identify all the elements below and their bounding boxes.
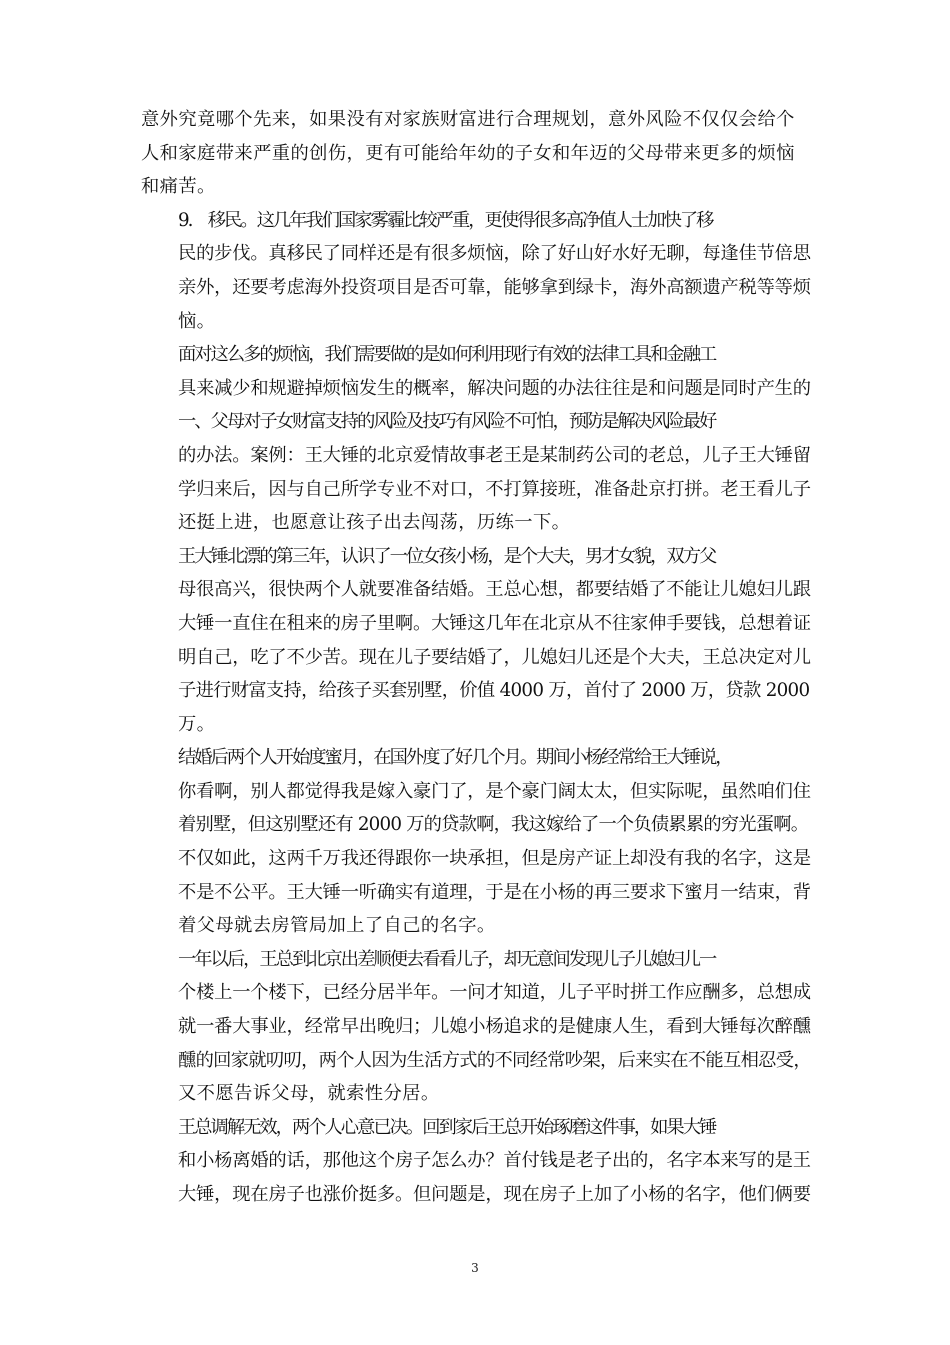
- text-line: 你看啊，别人都觉得我是嫁入豪门了，是个豪门阔太太，但实际呢，虽然咱们住: [178, 780, 811, 802]
- text-line: 结婚后两个人开始度蜜月，在国外度了好几个月。期间小杨经常给王大锤说，: [178, 747, 732, 769]
- text-line: 不是不公平。王大锤一听确实有道理，于是在小杨的再三要求下蜜月一结束，背: [178, 881, 811, 903]
- text-line: 一、父母对子女财富支持的风险及技巧有风险不可怕，预防是解决风险最好: [178, 411, 716, 433]
- paragraph: [141, 338, 811, 405]
- text-line: 亲外，还要考虑海外投资项目是否可靠，能够拿到绿卡，海外高额遗产税等等烦: [178, 276, 811, 298]
- text-line: 意外究竟哪个先来，如果没有对家族财富进行合理规划，意外风险不仅仅会给个: [141, 109, 795, 130]
- text-line: 大锤，现在房子也涨价挺多。但问题是，现在房子上加了小杨的名字，他们俩要: [178, 1184, 811, 1205]
- text-line: 还挺上进，也愿意让孩子出去闯荡，历练一下。: [178, 512, 571, 534]
- paragraph: [141, 204, 811, 338]
- text-line: 王总调解无效，两个人心意已决。回到家后王总开始琢磨这件事，如果大锤: [178, 1116, 716, 1138]
- text-line: 不仅如此，这两千万我还得跟你一块承担，但是房产证上却没有我的名字，这是: [178, 848, 811, 870]
- text-line: 着别墅，但这别墅还有 2000 万的贷款啊，我这嫁给了一个负债累累的穷光蛋啊。: [178, 814, 809, 836]
- text-line: 学归来后，因与自己所学专业不对口，不打算接班，准备赴京打拼。老王看儿子: [178, 478, 811, 500]
- text-line: 和小杨离婚的话，那他这个房子怎么办？首付钱是老子出的，名字本来写的是王: [178, 1150, 811, 1172]
- document-body: [141, 103, 811, 1212]
- text-line: 王大锤北漂的第三年，认识了一位女孩小杨，是个大夫，男才女貌，双方父: [178, 545, 716, 567]
- text-line: 面对这么多的烦恼，我们需要做的是如何利用现行有效的法律工具和金融工: [178, 344, 716, 366]
- text-line: 和痛苦。: [141, 176, 216, 198]
- text-line: 就一番大事业，经常早出晚归；儿媳小杨追求的是健康人生，看到大锤每次醉醺: [178, 1016, 811, 1038]
- text-line: 母很高兴，很快两个人就要准备结婚。王总心想，都要结婚了不能让儿媳妇儿跟: [178, 579, 811, 601]
- paragraph: [141, 741, 811, 943]
- text-line: 醺的回家就叨叨，两个人因为生活方式的不同经常吵架，后来实在不能互相忍受，: [178, 1049, 811, 1071]
- text-line: 人和家庭带来严重的创伤，更有可能给年幼的子女和年迈的父母带来更多的烦恼: [141, 142, 795, 164]
- text-line: 着父母就去房管局加上了自己的名字。: [178, 915, 496, 937]
- paragraph: [141, 103, 811, 204]
- text-line: 恼。: [178, 310, 216, 332]
- paragraph: [141, 405, 811, 539]
- text-line: 民的步伐。真移民了同样还是有很多烦恼，除了好山好水好无聊，每逢佳节倍思: [178, 243, 811, 265]
- text-line: 大锤一直住在租来的房子里啊。大锤这几年在北京从不往家伸手要钱，总想着证: [178, 612, 811, 634]
- text-line: 具来减少和规避掉烦恼发生的概率，解决问题的办法往往是和问题是同时产生的: [178, 377, 811, 399]
- text-line: 一年以后，王总到北京出差顺便去看看儿子，却无意间发现儿子儿媳妇儿一: [178, 948, 716, 970]
- text-line: 9. 移民。这几年我们国家雾霾比较严重，更使得很多高净值人士加快了移: [178, 209, 713, 231]
- text-line: 子进行财富支持，给孩子买套别墅，价值 4000 万，首付了 2000 万，贷款 2000: [178, 680, 810, 702]
- page-number: 3: [471, 1261, 479, 1275]
- text-line: 又不愿告诉父母，就索性分居。: [178, 1083, 440, 1105]
- text-line: 个楼上一个楼下，已经分居半年。一问才知道，儿子平时拼工作应酬多，总想成: [178, 982, 811, 1004]
- text-line: 万。: [178, 713, 216, 735]
- text-line: 明自己，吃了不少苦。现在儿子要结婚了，儿媳妇儿还是个大夫，王总决定对儿: [178, 646, 811, 668]
- paragraph: [141, 1111, 811, 1212]
- paragraph: [141, 943, 811, 1111]
- paragraph: [141, 540, 811, 742]
- text-line: 的办法。案例：王大锤的北京爱情故事老王是某制药公司的老总，儿子王大锤留: [178, 444, 811, 466]
